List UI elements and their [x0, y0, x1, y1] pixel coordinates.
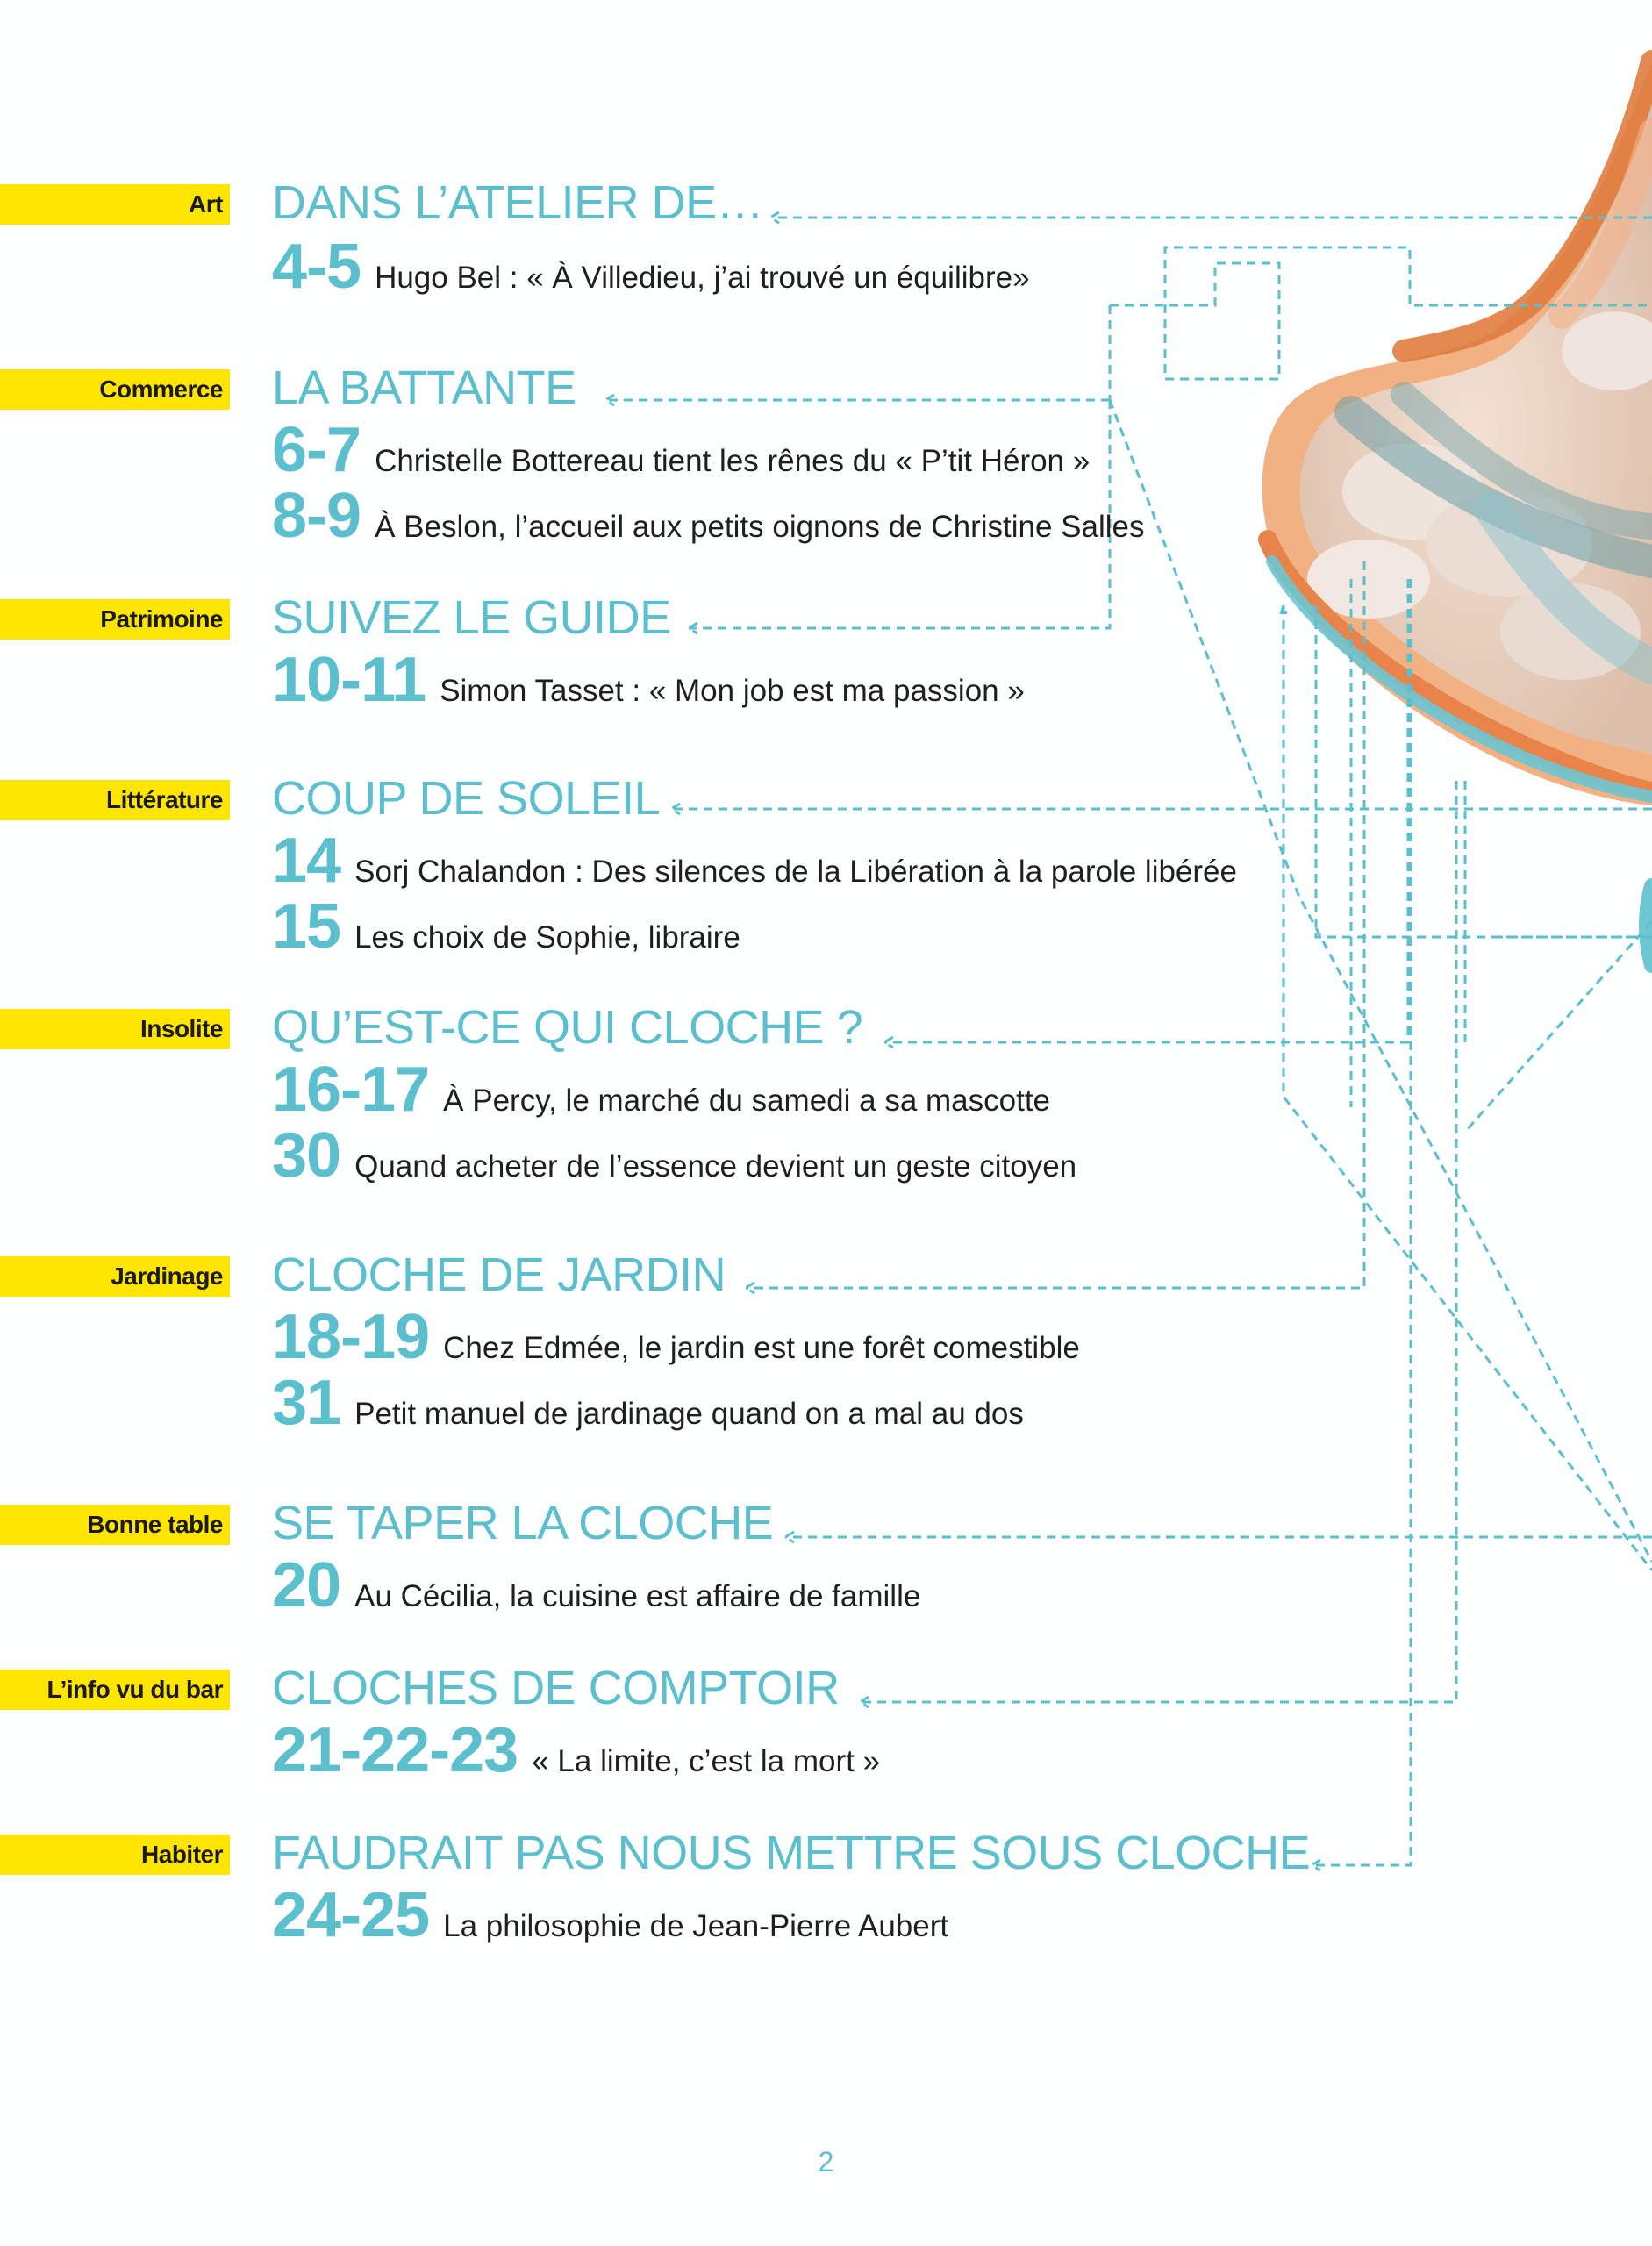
page-range: 10-11 — [272, 645, 426, 715]
toc-entry — [272, 1120, 1077, 1191]
page-range: 21-22-23 — [272, 1715, 518, 1785]
category-tag: Littérature — [0, 780, 230, 820]
section-title: DANS L’ATELIER DE… — [272, 176, 764, 229]
toc-entry — [272, 1302, 1080, 1372]
page-range: 18-19 — [272, 1302, 430, 1372]
article-title: Sorj Chalandon : Des silences de la Libération à la parole libérée — [354, 855, 1237, 889]
category-tag: Art — [0, 184, 230, 225]
toc-entry — [272, 1880, 949, 1950]
article-title: Les choix de Sophie, libraire — [354, 920, 740, 955]
toc-entry — [272, 891, 740, 962]
category-tag: Bonne table — [0, 1505, 230, 1545]
category-tag: Habiter — [0, 1835, 230, 1875]
article-title: Christelle Bottereau tient les rênes du « P’tit Héron » — [375, 444, 1091, 478]
page-range: 15 — [272, 891, 341, 962]
category-tag: Patrimoine — [0, 599, 230, 640]
article-title: Hugo Bel : « À Villedieu, j’ai trouvé un équilibre» — [375, 261, 1030, 295]
page-range: 31 — [272, 1368, 341, 1438]
category-tag: Jardinage — [0, 1256, 230, 1297]
article-title: Au Cécilia, la cuisine est affaire de famille — [354, 1579, 921, 1613]
section-title: QU’EST-CE QUI CLOCHE ? — [272, 1001, 863, 1054]
toc-entry — [272, 232, 1030, 302]
section-title: CLOCHES DE COMPTOIR — [272, 1662, 840, 1714]
article-title: Simon Tasset : « Mon job est ma passion » — [440, 674, 1025, 708]
category-tag: Commerce — [0, 369, 230, 410]
toc-entry — [272, 645, 1025, 715]
page-range: 24-25 — [272, 1880, 430, 1950]
toc-entry — [272, 1368, 1024, 1438]
section-title: LA BATTANTE — [272, 361, 576, 414]
page-range: 6-7 — [272, 415, 361, 485]
article-title: À Beslon, l’accueil aux petits oignons de Christine Salles — [375, 510, 1145, 544]
article-title: « La limite, c’est la mort » — [532, 1744, 881, 1778]
section-title: SUIVEZ LE GUIDE — [272, 591, 671, 644]
section-title: FAUDRAIT PAS NOUS METTRE SOUS CLOCHE — [272, 1827, 1311, 1879]
section-title: SE TAPER LA CLOCHE — [272, 1497, 774, 1549]
article-title: Petit manuel de jardinage quand on a mal au dos — [354, 1397, 1024, 1431]
category-tag: Insolite — [0, 1009, 230, 1049]
toc-entry — [272, 1715, 881, 1785]
page-range: 20 — [272, 1550, 341, 1620]
page-range: 4-5 — [272, 232, 361, 302]
category-tag: L’info vu du bar — [0, 1670, 230, 1710]
toc-entry — [272, 826, 1237, 896]
page-range: 30 — [272, 1120, 341, 1191]
toc-entry — [272, 1055, 1051, 1125]
article-title: La philosophie de Jean-Pierre Aubert — [443, 1909, 949, 1943]
article-title: Quand acheter de l’essence devient un geste citoyen — [354, 1149, 1077, 1184]
article-title: Chez Edmée, le jardin est une forêt comestible — [443, 1331, 1080, 1365]
page-range: 8-9 — [272, 481, 361, 551]
toc-entry — [272, 415, 1091, 485]
article-title: À Percy, le marché du samedi a sa mascotte — [443, 1084, 1051, 1118]
page-range: 16-17 — [272, 1055, 430, 1125]
section-title: CLOCHE DE JARDIN — [272, 1248, 726, 1301]
toc-entry — [272, 1550, 921, 1620]
page-number: 2 — [818, 2146, 834, 2178]
page-range: 14 — [272, 826, 341, 896]
toc-entry — [272, 481, 1145, 551]
section-title: COUP DE SOLEIL — [272, 772, 661, 825]
